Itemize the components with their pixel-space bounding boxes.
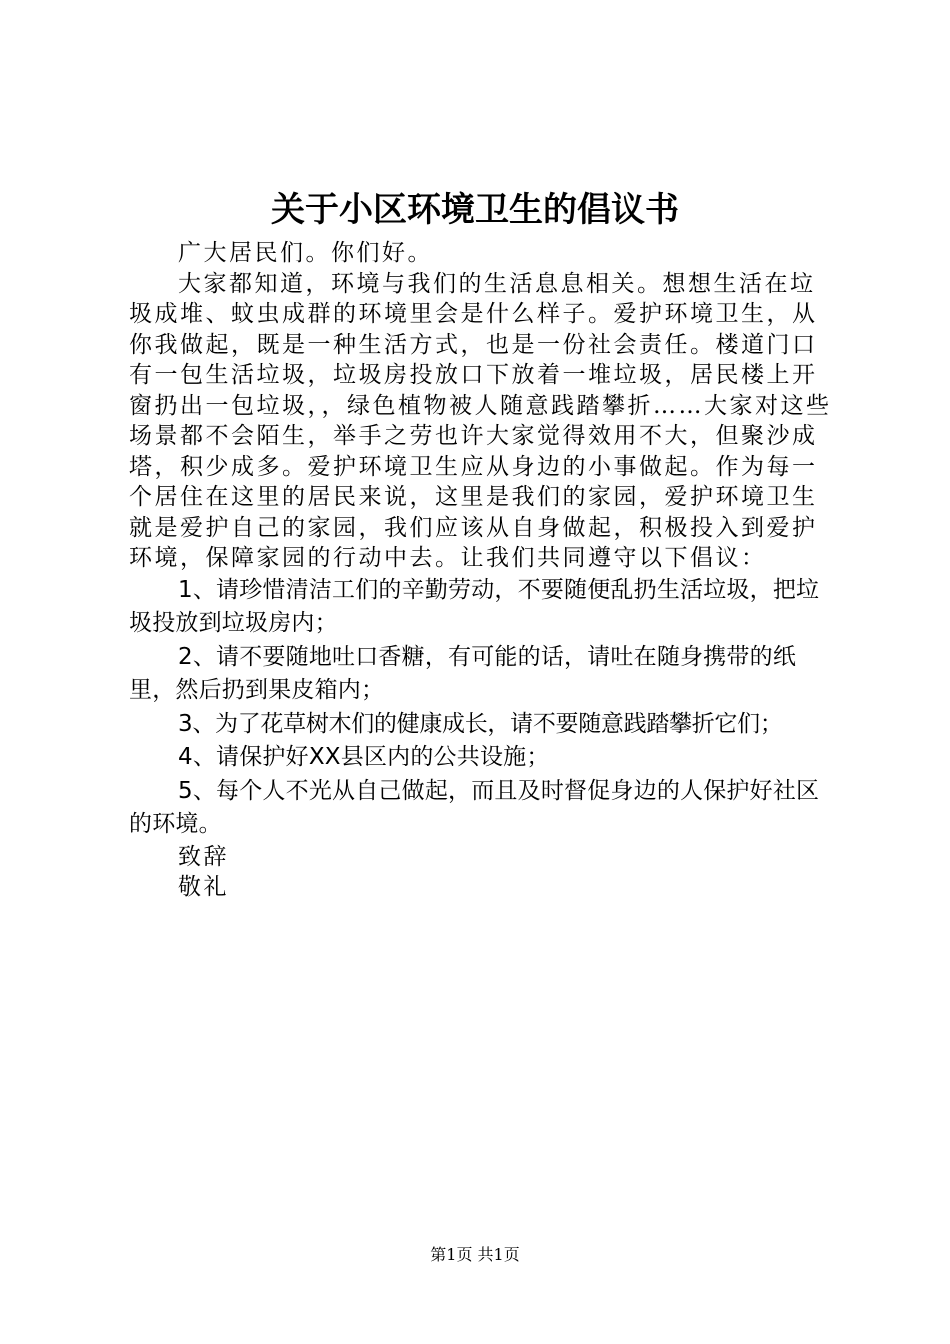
proposal-item-5: 5、每个人不光从自己做起，而且及时督促身边的人保护好社区的环境。 <box>129 777 820 837</box>
proposal-item-3: 3、为了花草树木们的健康成长，请不要随意践踏攀折它们； <box>178 710 783 737</box>
closing-line-1: 致辞 <box>178 843 229 870</box>
greeting-paragraph: 广大居民们。你们好。 <box>178 240 433 266</box>
intro-paragraph: 大家都知道，环境与我们的生活息息相关。想想生活在垃圾成堆、蚊虫成群的环境里会是什么样子。爱护环境卫生，从你我做起，既是一种生活方式，也是一份社会责任。楼道门口有一包生活垃圾，垃圾房投放口下放着一堆垃圾，居民楼上开窗扔出一包垃圾，，绿色植物被人随意践踏攀折……大家对这些场景都不会陌生，举手之劳也许大家觉得效用不大，但聚沙成塔，积少成多。爱护环境卫生应从身边的小事做起。作为每一个居住在这里的居民来说，这里是我们的家园，爱护环境卫生就是爱护自己的家园，我们应该从自身做起，积极投入到爱护环境，保障家园的行动中去。让我们共同遵守以下倡议： <box>129 270 832 571</box>
page-footer: 第1页 共1页 <box>430 1245 520 1264</box>
document-body <box>129 238 835 903</box>
proposal-item-1: 1、请珍惜清洁工们的辛勤劳动，不要随便乱扔生活垃圾，把垃圾投放到垃圾房内； <box>129 576 820 636</box>
proposal-item-4: 4、请保护好XX县区内的公共设施； <box>178 744 550 770</box>
proposal-item-2: 2、请不要随地吐口香糖，有可能的话，请吐在随身携带的纸里，然后扔到果皮箱内； <box>129 643 797 703</box>
document-title: 关于小区环境卫生的倡议书 <box>271 190 679 230</box>
closing-line-2: 敬礼 <box>178 874 229 900</box>
